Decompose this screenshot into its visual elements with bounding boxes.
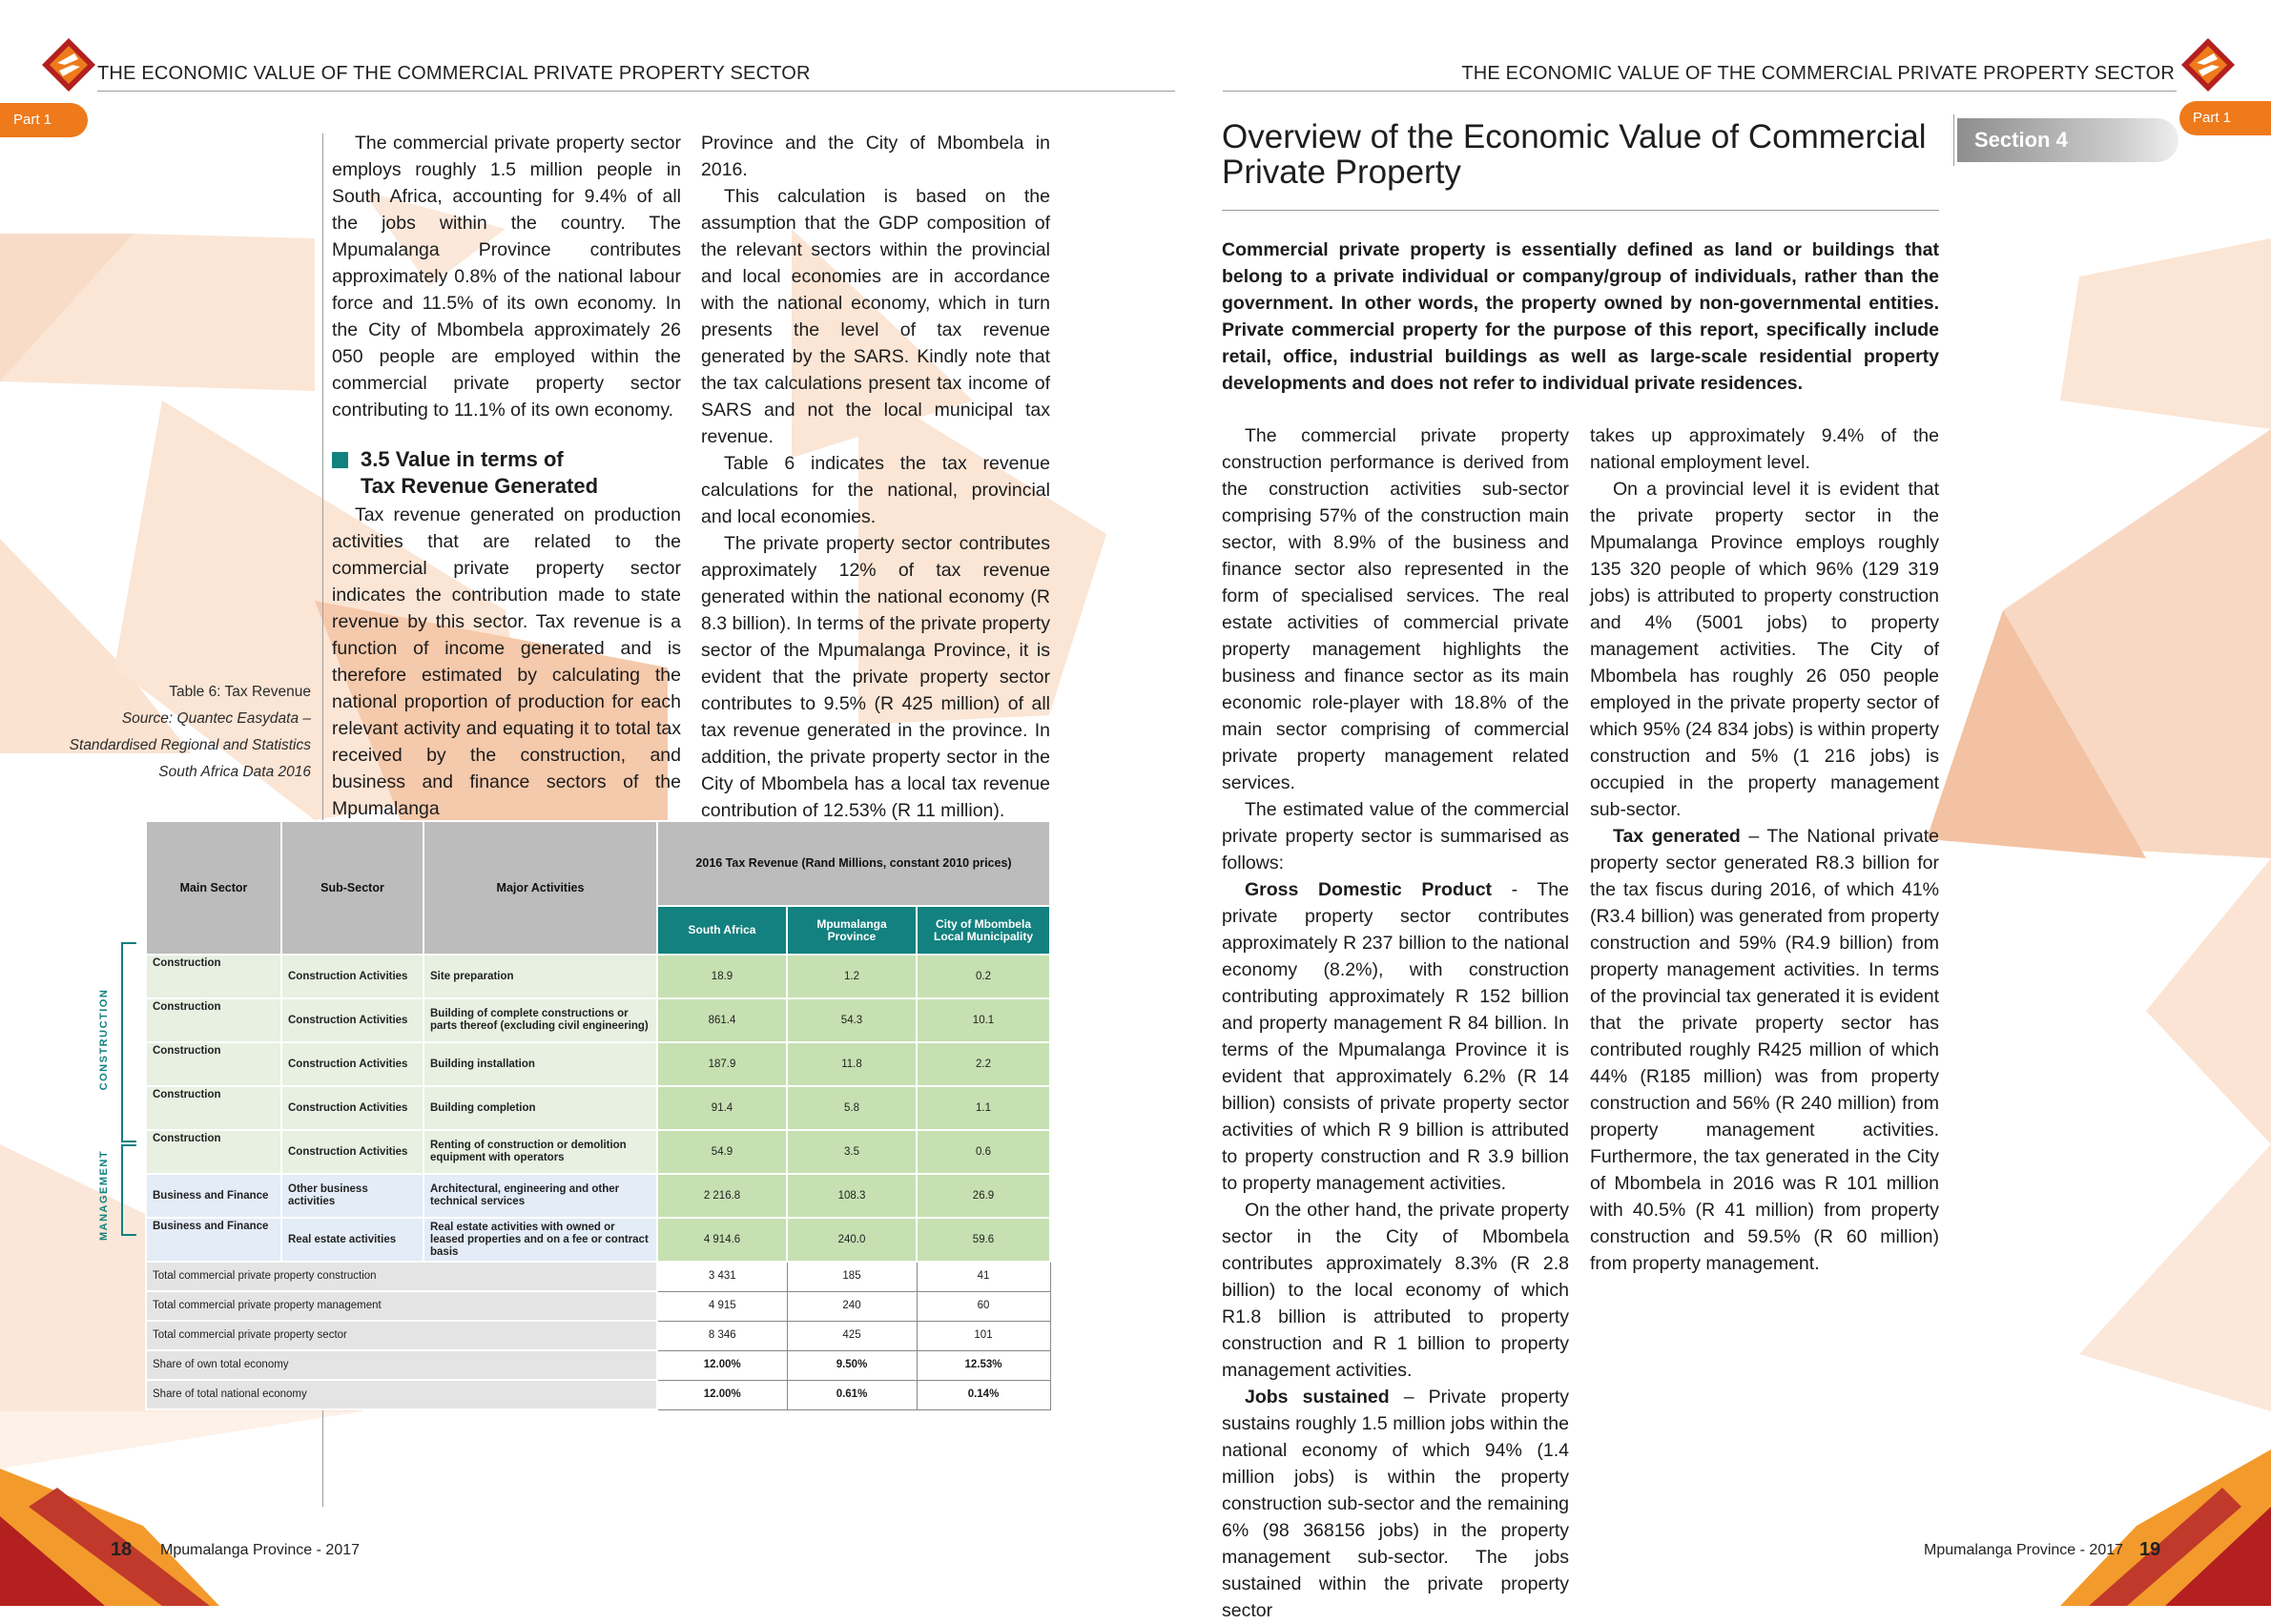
total-mbombela: 60	[917, 1291, 1050, 1321]
cell-mpumalanga: 108.3	[787, 1174, 917, 1218]
jobs-text: – Private property sustains roughly 1.5 million jobs within the national economy of which 94% (1.4 million jobs) is within the property construction sub-sector and the remaining 6% (98 368156 jobs) in the property management sub-sector. The jobs sustained within the private property sector	[1222, 1387, 1569, 1621]
header-rule-right	[1223, 91, 2177, 92]
cell-sub-sector: Construction Activities	[281, 998, 423, 1042]
total-south-africa: 12.00%	[657, 1380, 787, 1409]
total-row	[146, 1291, 1050, 1321]
bg-shape	[2079, 1144, 2271, 1411]
jobs-label: Jobs sustained	[1245, 1387, 1390, 1408]
paragraph	[1222, 876, 1569, 1197]
cell-sub-sector: Construction Activities	[281, 1042, 423, 1086]
cell-main-sector: Construction	[146, 1130, 281, 1174]
cell-mbombela: 10.1	[917, 998, 1050, 1042]
header-rule-left	[97, 91, 1175, 92]
paragraph: The private property sector contributes approximately 12% of tax revenue generated within the national economy (R 8.3 billion). In terms of the private property sector of the Mpumalanga Province, it is evident that the private property sector contributes to 9.5% (R 425 million) of all tax revenue generated in the province. In addition, the private property sector in the City of Mbombela has a local tax revenue contribution of 12.53% (R 11 million).	[701, 533, 1050, 821]
total-label: Total commercial private property management	[146, 1291, 657, 1321]
cell-main-sector: Construction	[146, 998, 281, 1042]
total-row	[146, 1350, 1050, 1380]
cell-south-africa: 18.9	[657, 955, 787, 998]
cell-activity: Architectural, engineering and other technical services	[423, 1174, 657, 1218]
cell-main-sector: Business and Finance	[146, 1218, 281, 1262]
caption-line: Standardised Regional and Statistics	[69, 737, 311, 753]
page-title	[1222, 119, 1956, 190]
total-row	[146, 1262, 1050, 1291]
cell-south-africa: 54.9	[657, 1130, 787, 1174]
caption-line: Table 6: Tax Revenue	[169, 684, 311, 700]
heading-line-2: Tax Revenue Generated	[361, 474, 599, 498]
brand-logo-icon	[40, 36, 97, 93]
cell-south-africa: 91.4	[657, 1086, 787, 1130]
paragraph: takes up approximately 9.4% of the national employment level.	[1590, 425, 1939, 473]
part-tab-right: Part 1	[2179, 101, 2271, 135]
heading-square-icon	[332, 452, 348, 468]
cell-main-sector: Construction	[146, 1086, 281, 1130]
title-line: Private Property	[1222, 154, 1461, 191]
gdp-label: Gross Domestic Product	[1245, 879, 1493, 900]
running-title-right: THE ECONOMIC VALUE OF THE COMMERCIAL PRIVATE PROPERTY SECTOR	[1461, 63, 2175, 84]
footer-text-left: Mpumalanga Province - 2017	[160, 1542, 361, 1558]
page-number-left: 18	[111, 1539, 133, 1560]
cell-main-sector: Construction	[146, 1042, 281, 1086]
cell-south-africa: 187.9	[657, 1042, 787, 1086]
cell-activity: Renting of construction or demolition equipment with operators	[423, 1130, 657, 1174]
cell-mpumalanga: 3.5	[787, 1130, 917, 1174]
header-major-activities: Major Activities	[423, 821, 657, 955]
cell-sub-sector: Construction Activities	[281, 1086, 423, 1130]
title-line: Overview of the Economic Value of Commercial	[1222, 118, 1927, 155]
header-main-sector: Main Sector	[146, 821, 281, 955]
section-heading	[332, 446, 681, 500]
cell-main-sector: Business and Finance	[146, 1174, 281, 1218]
cell-mpumalanga: 11.8	[787, 1042, 917, 1086]
table-row	[146, 955, 1050, 998]
cell-mbombela: 0.2	[917, 955, 1050, 998]
paragraph	[1222, 1384, 1569, 1624]
running-title-left: THE ECONOMIC VALUE OF THE COMMERCIAL PRIVATE PROPERTY SECTOR	[97, 63, 811, 84]
total-mpumalanga: 425	[787, 1321, 917, 1350]
construction-bracket	[121, 942, 136, 1142]
cell-activity: Building completion	[423, 1086, 657, 1130]
cell-sub-sector: Construction Activities	[281, 1130, 423, 1174]
table-caption	[29, 679, 311, 786]
paragraph: Province and the City of Mbombela in 2016.	[701, 133, 1050, 180]
part-tab-left: Part 1	[0, 103, 88, 137]
bg-shape	[0, 1411, 362, 1469]
cell-main-sector: Construction	[146, 955, 281, 998]
table-row	[146, 1042, 1050, 1086]
cell-activity: Building installation	[423, 1042, 657, 1086]
tax-revenue-table	[145, 820, 1051, 1410]
total-label: Share of own total economy	[146, 1350, 657, 1380]
bg-shape	[2060, 238, 2271, 429]
table-row	[146, 1174, 1050, 1218]
paragraph: Tax revenue generated on production activities that are related to the commercial private property sector indicates the contribution made to state revenue by this sector. Tax revenue is a function of income generated and is therefore estimated by calculating the national proportion of production for each relevant activity and equating it to total tax received by the construction, and business and finance sectors of the Mpumalanga	[332, 504, 681, 819]
total-row	[146, 1380, 1050, 1409]
cell-mbombela: 59.6	[917, 1218, 1050, 1262]
tax-label: Tax generated	[1613, 826, 1741, 847]
header-mpumalanga: Mpumalanga Province	[787, 906, 917, 955]
cell-activity: Site preparation	[423, 955, 657, 998]
table-row	[146, 1218, 1050, 1262]
paragraph: On a provincial level it is evident that the private property sector in the Mpumalanga Province employs roughly 135 320 people of which 96% (129 319 jobs) is attributed to property construction and 4% (5001 jobs) to property management activities. The City of Mbombela has roughly 26 050 people employed in the private property sector of which 95% (24 834 jobs) is within property construction and 5% (1 216 jobs) is occupied in the property management sub-sector.	[1590, 479, 1939, 820]
right-column-1	[1222, 422, 1569, 1624]
cell-activity: Building of complete constructions or parts thereof (excluding civil engineering)	[423, 998, 657, 1042]
cell-mpumalanga: 1.2	[787, 955, 917, 998]
cell-south-africa: 2 216.8	[657, 1174, 787, 1218]
section-tab: Section 4	[1957, 118, 2178, 162]
total-mbombela: 101	[917, 1321, 1050, 1350]
header-sub-sector: Sub-Sector	[281, 821, 423, 955]
total-mpumalanga: 185	[787, 1262, 917, 1291]
cell-mpumalanga: 5.8	[787, 1086, 917, 1130]
cell-mpumalanga: 240.0	[787, 1218, 917, 1262]
footer-text-right: Mpumalanga Province - 2017	[1924, 1542, 2124, 1558]
cell-mpumalanga: 54.3	[787, 998, 917, 1042]
title-divider	[1953, 114, 1954, 166]
title-underline	[1222, 210, 1939, 211]
table-row	[146, 998, 1050, 1042]
left-column-1	[332, 130, 681, 822]
gdp-text: - The private property sector contributes approximately R 237 billion to the national economy (8.2%), with construction contributing approximately R 152 billion and property management R 84 billion. In terms of the Mpumalanga Province it is evident that approximately 6.2% (R 14 billion) consists of private property sector activities of which R 9 billion is attributed to property construction and R 3.9 billion to property management activities.	[1222, 879, 1569, 1194]
cell-sub-sector: Real estate activities	[281, 1218, 423, 1262]
caption-line: South Africa Data 2016	[158, 764, 311, 780]
paragraph: On the other hand, the private property sector in the City of Mbombela contributes approximately 8.3% (R 2.8 billion) to the local economy of which R1.8 billion is attributed to property construction and R 1 billion to property management activities.	[1222, 1200, 1569, 1381]
left-column-2	[701, 130, 1050, 824]
total-label: Total commercial private property sector	[146, 1321, 657, 1350]
cell-activity: Real estate activities with owned or leased properties and on a fee or contract basis	[423, 1218, 657, 1262]
paragraph: This calculation is based on the assumption that the GDP composition of the relevant sectors within the provincial and local economies are in accordance with the national economy, which in turn presents the level of tax revenue generated by the SARS. Kindly note that the tax calculations present tax income of SARS and not the local municipal tax revenue.	[701, 186, 1050, 447]
header-tax-revenue-group: 2016 Tax Revenue (Rand Millions, constant 2010 prices)	[657, 821, 1050, 906]
cell-south-africa: 4 914.6	[657, 1218, 787, 1262]
intro-paragraph: Commercial private property is essentially defined as land or buildings that belong to a private individual or company/group of individuals, rather than the government. In other words, the property owned by non-governmental entities. Private commercial property for the purpose of this report, specifically include retail, office, industrial buildings as well as large-scale residential property developments and does not refer to individual private residences.	[1222, 239, 1939, 394]
right-column-2	[1590, 422, 1939, 1277]
paragraph: Table 6 indicates the tax revenue calculations for the national, provincial and local economies.	[701, 453, 1050, 527]
paragraph: The estimated value of the commercial private property sector is summarised as follows:	[1222, 799, 1569, 874]
total-mpumalanga: 9.50%	[787, 1350, 917, 1380]
total-mbombela: 0.14%	[917, 1380, 1050, 1409]
total-label: Total commercial private property construction	[146, 1262, 657, 1291]
side-label-management: MANAGEMENT	[98, 1149, 110, 1241]
total-south-africa: 4 915	[657, 1291, 787, 1321]
paragraph	[1590, 823, 1939, 1277]
cell-mbombela: 1.1	[917, 1086, 1050, 1130]
total-south-africa: 8 346	[657, 1321, 787, 1350]
cell-mbombela: 2.2	[917, 1042, 1050, 1086]
tax-text: – The National private property sector generated R8.3 billion for the tax fiscus during 2016, of which 41% (R3.4 billion) was generated from property construction and 59% (R4.9 billion) from property management activities. In terms of the provincial tax generated it is evident that the private property sector has contributed roughly R425 million of which 44% (R185 million) was from property construction and 56% (R 240 million) from property management activities. Furthermore, the tax generated in the City of Mbombela in 2016 was R 101 million with 40.5% (R 41 million) from property construction and 59.5% (R 60 million) from property management.	[1590, 826, 1939, 1274]
total-mpumalanga: 240	[787, 1291, 917, 1321]
cell-sub-sector: Other business activities	[281, 1174, 423, 1218]
heading-line-1: 3.5 Value in terms of	[361, 447, 564, 471]
header-south-africa: South Africa	[657, 906, 787, 955]
table-row	[146, 1130, 1050, 1174]
management-bracket	[121, 1144, 136, 1236]
caption-line: Source: Quantec Easydata –	[121, 710, 311, 727]
cell-mbombela: 0.6	[917, 1130, 1050, 1174]
total-row	[146, 1321, 1050, 1350]
header-mbombela: City of Mbombela Local Municipality	[917, 906, 1050, 955]
paragraph: The commercial private property sector employs roughly 1.5 million people in South Africa, accounting for 9.4% of all the jobs within the country. The Mpumalanga Province contributes approximately 0.8% of the national labour force and 11.5% of its own economy. In the City of Mbombela approximately 26 050 people are employed within the commercial private property sector contributing to 11.1% of its own economy.	[332, 133, 681, 421]
total-label: Share of total national economy	[146, 1380, 657, 1409]
paragraph: The commercial private property construction performance is derived from the construction activities sub-sector comprising 57% of the construction main sector, with 8.9% of the business and finance sector also represented in the form of specialised services. The real estate activities of commercial private property management highlights the business and finance sector as its main economic role-player with 18.8% of the main sector comprising of commercial private property management related services.	[1222, 425, 1569, 793]
side-label-construction: CONSTRUCTION	[98, 988, 110, 1091]
cell-mbombela: 26.9	[917, 1174, 1050, 1218]
total-south-africa: 12.00%	[657, 1350, 787, 1380]
brand-logo-icon	[2179, 36, 2237, 93]
total-mbombela: 12.53%	[917, 1350, 1050, 1380]
total-south-africa: 3 431	[657, 1262, 787, 1291]
bg-shape	[2146, 858, 2271, 1144]
total-mpumalanga: 0.61%	[787, 1380, 917, 1409]
total-mbombela: 41	[917, 1262, 1050, 1291]
table-row	[146, 1086, 1050, 1130]
cell-sub-sector: Construction Activities	[281, 955, 423, 998]
cell-south-africa: 861.4	[657, 998, 787, 1042]
page-number-right: 19	[2139, 1539, 2161, 1560]
